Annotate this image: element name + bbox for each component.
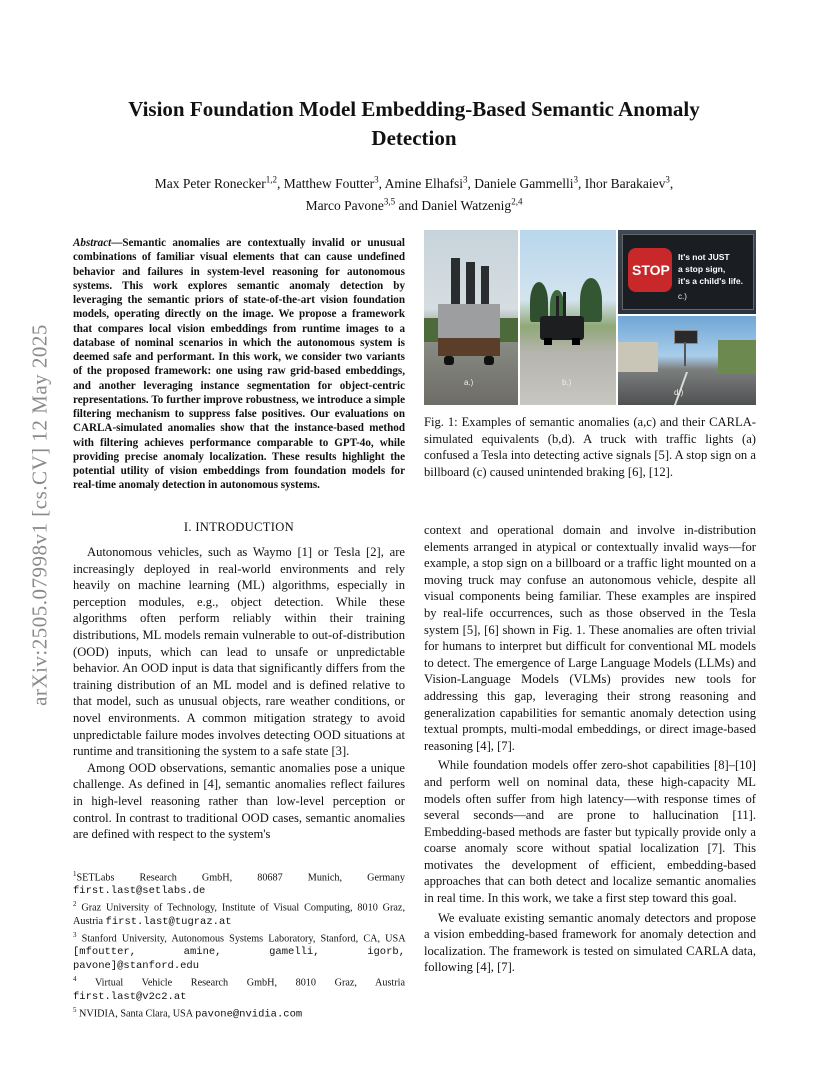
author: Ihor Barakaiev$^3$, bbox=[584, 174, 674, 191]
author: Daniele Gammelli$^3$, bbox=[474, 174, 585, 191]
paragraph: We evaluate existing semantic anomaly detectors and propose a vision embedding-based framework for anomaly detection and localization. The framework is tested on simulated CARLA data, following [4], [7]. bbox=[424, 910, 756, 975]
figure-1 bbox=[424, 230, 756, 405]
figure-caption: Fig. 1: Examples of semantic anomalies (a,c) and their CARLA-simulated equivalents (b,d). A truck with traffic lights (a) confused a Tesla into detecting active signals [5]. A stop sign on a billboard (c) caused unintended braking [6], [12]. bbox=[424, 415, 756, 479]
billboard-text: it's a child's life. bbox=[678, 276, 743, 286]
panel-label: d.) bbox=[674, 388, 684, 397]
author: Marco Pavone$^{3,5}$ and bbox=[305, 196, 422, 213]
author: Amine Elhafsi$^3$, bbox=[384, 174, 475, 191]
arxiv-sidebar bbox=[20, 270, 60, 760]
author: Daniel Watzenig$^{2,4}$ bbox=[421, 196, 523, 213]
arxiv-id: arXiv:2505.07998v1 [cs.CV] 12 May 2025 bbox=[27, 324, 52, 706]
footnote: $^5$ NVIDIA, Santa Clara, USA pavone@nvidia.com bbox=[73, 1005, 303, 1020]
billboard-text: a stop sign, bbox=[678, 264, 726, 274]
panel-label: b.) bbox=[562, 378, 572, 387]
panel-label: a.) bbox=[464, 378, 474, 387]
paper-title: Vision Foundation Model Embedding-Based Semantic Anomaly Detection bbox=[128, 97, 700, 150]
figure-panel-a bbox=[424, 230, 518, 405]
abstract-text: Semantic anomalies are contextually invalid or unusual combinations of familiar visual elements that can cause undefined behavior and failures in system-level reasoning for autonomous systems. This work explores semantic anomaly detection by leveraging the semantic priors of state-of-the-art vision foundation models, operating directly on the image. We propose a framework that compares local vision embeddings from runtime images to a database of nominal scenarios in which the autonomous system is deemed safe and performant. In this work, we consider two variants of the proposed framework: one using raw grid-based embeddings, and another leveraging instance segmentation for object-centric representations. To further improve robustness, we introduce a simple filtering mechanism to suppress false positives. Our evaluations on CARLA-simulated anomalies show that the instance-based method with filtering achieves performance comparable to GPT-4o, while providing precise anomaly localization. These results highlight the potential utility of vision embeddings from foundation models for real-time anomaly detection in autonomous systems. bbox=[73, 237, 405, 492]
intro-right-column bbox=[424, 522, 756, 976]
footnotes bbox=[73, 868, 405, 1021]
panel-label: c.) bbox=[678, 292, 687, 301]
figure-panel-c bbox=[618, 230, 756, 314]
author: Max Peter Ronecker$^{1,2}$, bbox=[154, 174, 284, 191]
paragraph: Autonomous vehicles, such as Waymo [1] or Tesla [2], are increasingly deployed in real-world environments and rely heavily on machine learning (ML) algorithms, especially in perception modules, e.g., object detection. While these algorithms often perform reliably within their training distributions, ML models remain vulnerable to out-of-distribution (OOD) inputs, which can lead to unsafe or unpredictable behavior. An OOD input is data that significantly differs from the training distribution of an ML model and is defined relative to that model, such as unusual objects, rare weather conditions, or novel environments. A common mitigation strategy to avoid unpredictable failure modes involves detecting OOD situations at runtime and transitioning the system to a safe state [3]. bbox=[73, 545, 405, 759]
figure-panel-b bbox=[520, 230, 616, 405]
footnote: $^1$SETLabs Research GmbH, 80687 Munich, Germany first.last@setlabs.de bbox=[73, 870, 405, 898]
author: Matthew Foutter$^3$, bbox=[283, 174, 385, 191]
billboard-text: It's not JUST bbox=[678, 252, 730, 262]
paragraph: context and operational domain and involve in-distribution elements arranged in atypical or contextually invalid ways—for example, a stop sign on a billboard or a traffic light mounted on a moving truck may confuse an autonomous vehicle, despite all visual components being familiar. These examples are inspired by real-life occurrences, such as those observed in the Tesla system [5], [6] shown in Fig. 1. These anomalies are often trivial for humans to interpret but difficult for conventional ML models to detect. The emergence of Large Language Models (LLMs) and Vision-Language Models (VLMs) provides new tools for addressing this gap, leveraging their strong reasoning and generalization capabilities for semantic anomaly detection using textual prompts, multi-modal embeddings, or direct image-based reasoning [4], [7]. bbox=[424, 523, 756, 753]
abstract-lead: Abstract bbox=[73, 237, 112, 249]
intro-left-column bbox=[73, 544, 405, 843]
stop-sign-text: STOP bbox=[632, 262, 670, 278]
author-list bbox=[90, 170, 738, 215]
footnote: $^3$ Stanford University, Autonomous Systems Laboratory, Stanford, CA, USA [mfoutter, amine, gamelli, igorb, pavone]@stanford.edu bbox=[73, 930, 406, 973]
section-heading: I. INTRODUCTION bbox=[183, 520, 295, 534]
abstract: Abstract—Semantic anomalies are contextually invalid or unusual combinations of familiar visual elements that can cause undefined behavior and failures in system-level reasoning for autonomous systems. This work explores semantic anomaly detection by leveraging the semantic priors of state-of-the-art vision foundation models, operating directly on the image. We propose a framework that compares local vision embeddings from runtime images to a database of nominal scenarios in which the autonomous system is deemed safe and performant. In this work, we consider two variants of the proposed framework: one using raw grid-based embeddings, and another leveraging instance segmentation for object-centric representations. To further improve robustness, we introduce a simple filtering mechanism to suppress false positives. Our evaluations on CARLA-simulated anomalies show that the instance-based method with filtering achieves performance comparable to GPT-4o, while providing precise anomaly localization. These results highlight the potential utility of vision embeddings from foundation models for real-time anomaly detection in autonomous systems. bbox=[73, 237, 405, 492]
footnote: $^2$ Graz University of Technology, Institute of Visual Computing, 8010 Graz, Austria first.last@tugraz.at bbox=[73, 900, 406, 928]
figure-panel-d bbox=[618, 316, 756, 405]
footnote: $^4$ Virtual Vehicle Research GmbH, 8010 Graz, Austria first.last@v2c2.at bbox=[73, 975, 405, 1003]
paragraph: While foundation models offer zero-shot capabilities [8]–[10] and perform well on nominal data, these high-capacity ML models often suffer from high latency—with response times of several seconds—and are prone to hallucination [11]. Embedding-based methods are faster but typically provide only a coarse anomaly score without spatial localization [7]. This motivates the development of efficient, embedding-based approaches that can both detect and localize semantic anomalies in real time. In this work, we take a first step toward this goal. bbox=[424, 758, 756, 906]
paragraph: Among OOD observations, semantic anomalies pose a unique challenge. As defined in [4], semantic anomalies reflect failures in high-level reasoning rather than low-level perception or control. In contrast to traditional OOD cases, semantic anomalies are defined with respect to the system's bbox=[73, 760, 405, 842]
